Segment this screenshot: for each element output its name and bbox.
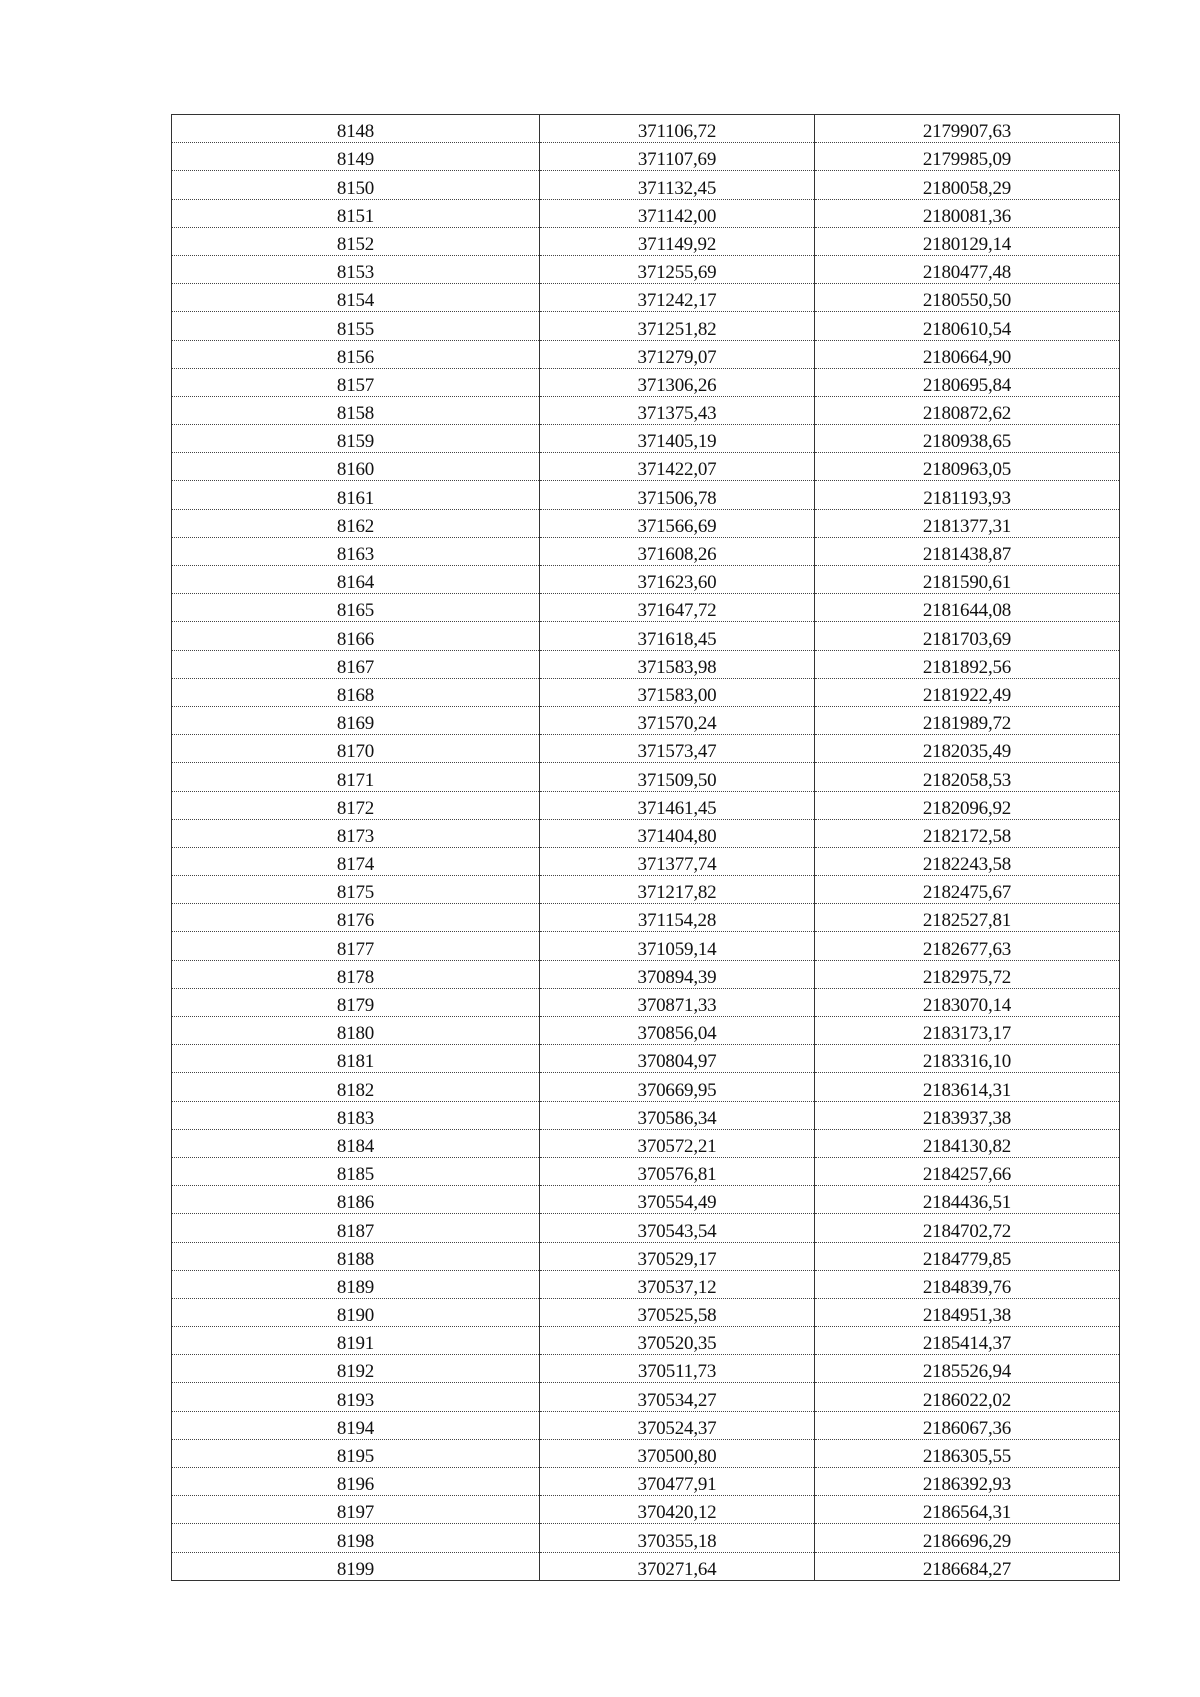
y-coordinate-cell: 2180664,90 <box>815 340 1120 368</box>
x-coordinate-cell: 371404,80 <box>540 819 815 847</box>
y-coordinate-cell: 2186696,29 <box>815 1524 1120 1552</box>
y-coordinate-cell: 2182527,81 <box>815 904 1120 932</box>
y-coordinate-cell: 2181438,87 <box>815 537 1120 565</box>
table-row <box>172 481 1120 509</box>
point-number-cell: 8164 <box>172 566 540 594</box>
x-coordinate-cell: 371570,24 <box>540 706 815 734</box>
table-row <box>172 819 1120 847</box>
table-row <box>172 1157 1120 1185</box>
point-number-cell: 8170 <box>172 735 540 763</box>
point-number-cell: 8194 <box>172 1411 540 1439</box>
x-coordinate-cell: 370894,39 <box>540 960 815 988</box>
y-coordinate-cell: 2182096,92 <box>815 791 1120 819</box>
point-number-cell: 8166 <box>172 622 540 650</box>
x-coordinate-cell: 371623,60 <box>540 566 815 594</box>
x-coordinate-cell: 370271,64 <box>540 1552 815 1580</box>
y-coordinate-cell: 2184779,85 <box>815 1242 1120 1270</box>
point-number-cell: 8198 <box>172 1524 540 1552</box>
table-row <box>172 1355 1120 1383</box>
table-row <box>172 791 1120 819</box>
table-row <box>172 622 1120 650</box>
x-coordinate-cell: 371106,72 <box>540 115 815 143</box>
table-row <box>172 537 1120 565</box>
point-number-cell: 8187 <box>172 1214 540 1242</box>
point-number-cell: 8149 <box>172 143 540 171</box>
table-row <box>172 1214 1120 1242</box>
point-number-cell: 8191 <box>172 1327 540 1355</box>
x-coordinate-cell: 371608,26 <box>540 537 815 565</box>
x-coordinate-cell: 371279,07 <box>540 340 815 368</box>
x-coordinate-cell: 371405,19 <box>540 425 815 453</box>
table-row <box>172 706 1120 734</box>
point-number-cell: 8171 <box>172 763 540 791</box>
y-coordinate-cell: 2182475,67 <box>815 876 1120 904</box>
point-number-cell: 8158 <box>172 396 540 424</box>
x-coordinate-cell: 371618,45 <box>540 622 815 650</box>
x-coordinate-cell: 370871,33 <box>540 988 815 1016</box>
y-coordinate-cell: 2185526,94 <box>815 1355 1120 1383</box>
table-row <box>172 1298 1120 1326</box>
table-row <box>172 368 1120 396</box>
point-number-cell: 8155 <box>172 312 540 340</box>
y-coordinate-cell: 2180963,05 <box>815 453 1120 481</box>
y-coordinate-cell: 2184257,66 <box>815 1157 1120 1185</box>
y-coordinate-cell: 2179907,63 <box>815 115 1120 143</box>
point-number-cell: 8168 <box>172 678 540 706</box>
table-row <box>172 594 1120 622</box>
y-coordinate-cell: 2186564,31 <box>815 1496 1120 1524</box>
x-coordinate-cell: 371059,14 <box>540 932 815 960</box>
table-row <box>172 1552 1120 1580</box>
x-coordinate-cell: 370529,17 <box>540 1242 815 1270</box>
point-number-cell: 8186 <box>172 1186 540 1214</box>
y-coordinate-cell: 2184951,38 <box>815 1298 1120 1326</box>
y-coordinate-cell: 2180550,50 <box>815 284 1120 312</box>
table-row <box>172 1017 1120 1045</box>
x-coordinate-cell: 371251,82 <box>540 312 815 340</box>
point-number-cell: 8154 <box>172 284 540 312</box>
table-row <box>172 1129 1120 1157</box>
point-number-cell: 8178 <box>172 960 540 988</box>
x-coordinate-cell: 370511,73 <box>540 1355 815 1383</box>
point-number-cell: 8161 <box>172 481 540 509</box>
point-number-cell: 8160 <box>172 453 540 481</box>
y-coordinate-cell: 2181590,61 <box>815 566 1120 594</box>
x-coordinate-cell: 371242,17 <box>540 284 815 312</box>
point-number-cell: 8180 <box>172 1017 540 1045</box>
point-number-cell: 8156 <box>172 340 540 368</box>
table-row <box>172 735 1120 763</box>
y-coordinate-cell: 2182172,58 <box>815 819 1120 847</box>
table-row <box>172 1524 1120 1552</box>
x-coordinate-cell: 370586,34 <box>540 1101 815 1129</box>
x-coordinate-cell: 371142,00 <box>540 199 815 227</box>
point-number-cell: 8172 <box>172 791 540 819</box>
y-coordinate-cell: 2186392,93 <box>815 1468 1120 1496</box>
x-coordinate-cell: 370576,81 <box>540 1157 815 1185</box>
x-coordinate-cell: 370856,04 <box>540 1017 815 1045</box>
y-coordinate-cell: 2182677,63 <box>815 932 1120 960</box>
point-number-cell: 8183 <box>172 1101 540 1129</box>
table-row <box>172 171 1120 199</box>
y-coordinate-cell: 2184436,51 <box>815 1186 1120 1214</box>
point-number-cell: 8182 <box>172 1073 540 1101</box>
point-number-cell: 8174 <box>172 847 540 875</box>
table-row <box>172 932 1120 960</box>
y-coordinate-cell: 2181892,56 <box>815 650 1120 678</box>
y-coordinate-cell: 2181922,49 <box>815 678 1120 706</box>
x-coordinate-cell: 370500,80 <box>540 1439 815 1467</box>
point-number-cell: 8195 <box>172 1439 540 1467</box>
y-coordinate-cell: 2179985,09 <box>815 143 1120 171</box>
table-row <box>172 340 1120 368</box>
table-row <box>172 763 1120 791</box>
x-coordinate-cell: 371422,07 <box>540 453 815 481</box>
table-row <box>172 904 1120 932</box>
x-coordinate-cell: 370524,37 <box>540 1411 815 1439</box>
x-coordinate-cell: 371506,78 <box>540 481 815 509</box>
table-row <box>172 143 1120 171</box>
x-coordinate-cell: 371375,43 <box>540 396 815 424</box>
x-coordinate-cell: 370543,54 <box>540 1214 815 1242</box>
x-coordinate-cell: 370804,97 <box>540 1045 815 1073</box>
table-row <box>172 678 1120 706</box>
point-number-cell: 8181 <box>172 1045 540 1073</box>
y-coordinate-cell: 2186684,27 <box>815 1552 1120 1580</box>
table-row <box>172 425 1120 453</box>
y-coordinate-cell: 2181644,08 <box>815 594 1120 622</box>
table-row <box>172 566 1120 594</box>
point-number-cell: 8196 <box>172 1468 540 1496</box>
x-coordinate-cell: 371132,45 <box>540 171 815 199</box>
x-coordinate-cell: 371573,47 <box>540 735 815 763</box>
y-coordinate-cell: 2180695,84 <box>815 368 1120 396</box>
y-coordinate-cell: 2182058,53 <box>815 763 1120 791</box>
y-coordinate-cell: 2183614,31 <box>815 1073 1120 1101</box>
point-number-cell: 8184 <box>172 1129 540 1157</box>
point-number-cell: 8150 <box>172 171 540 199</box>
table-row <box>172 988 1120 1016</box>
point-number-cell: 8153 <box>172 255 540 283</box>
y-coordinate-cell: 2184839,76 <box>815 1270 1120 1298</box>
point-number-cell: 8157 <box>172 368 540 396</box>
point-number-cell: 8165 <box>172 594 540 622</box>
y-coordinate-cell: 2185414,37 <box>815 1327 1120 1355</box>
x-coordinate-cell: 370554,49 <box>540 1186 815 1214</box>
table-row <box>172 199 1120 227</box>
x-coordinate-cell: 371107,69 <box>540 143 815 171</box>
x-coordinate-cell: 371217,82 <box>540 876 815 904</box>
y-coordinate-cell: 2186022,02 <box>815 1383 1120 1411</box>
y-coordinate-cell: 2181703,69 <box>815 622 1120 650</box>
x-coordinate-cell: 371583,98 <box>540 650 815 678</box>
table-row <box>172 312 1120 340</box>
x-coordinate-cell: 370534,27 <box>540 1383 815 1411</box>
y-coordinate-cell: 2180058,29 <box>815 171 1120 199</box>
point-number-cell: 8151 <box>172 199 540 227</box>
y-coordinate-cell: 2180938,65 <box>815 425 1120 453</box>
point-number-cell: 8197 <box>172 1496 540 1524</box>
table-row <box>172 1101 1120 1129</box>
table-row <box>172 227 1120 255</box>
table-row <box>172 1045 1120 1073</box>
table-row <box>172 453 1120 481</box>
table-row <box>172 650 1120 678</box>
coordinates-table-body <box>172 115 1120 1581</box>
y-coordinate-cell: 2184702,72 <box>815 1214 1120 1242</box>
y-coordinate-cell: 2180477,48 <box>815 255 1120 283</box>
table-row <box>172 255 1120 283</box>
coordinates-table <box>171 114 1120 1581</box>
y-coordinate-cell: 2182035,49 <box>815 735 1120 763</box>
point-number-cell: 8179 <box>172 988 540 1016</box>
x-coordinate-cell: 370525,58 <box>540 1298 815 1326</box>
x-coordinate-cell: 371461,45 <box>540 791 815 819</box>
table-row <box>172 1073 1120 1101</box>
point-number-cell: 8163 <box>172 537 540 565</box>
y-coordinate-cell: 2183316,10 <box>815 1045 1120 1073</box>
table-row <box>172 1411 1120 1439</box>
x-coordinate-cell: 371583,00 <box>540 678 815 706</box>
table-row <box>172 1496 1120 1524</box>
x-coordinate-cell: 371149,92 <box>540 227 815 255</box>
table-row <box>172 1468 1120 1496</box>
table-row <box>172 1383 1120 1411</box>
y-coordinate-cell: 2180610,54 <box>815 312 1120 340</box>
table-row <box>172 1327 1120 1355</box>
y-coordinate-cell: 2180872,62 <box>815 396 1120 424</box>
point-number-cell: 8177 <box>172 932 540 960</box>
x-coordinate-cell: 371377,74 <box>540 847 815 875</box>
x-coordinate-cell: 371566,69 <box>540 509 815 537</box>
table-row <box>172 847 1120 875</box>
y-coordinate-cell: 2183070,14 <box>815 988 1120 1016</box>
table-row <box>172 1242 1120 1270</box>
y-coordinate-cell: 2186067,36 <box>815 1411 1120 1439</box>
point-number-cell: 8167 <box>172 650 540 678</box>
table-row <box>172 284 1120 312</box>
x-coordinate-cell: 370669,95 <box>540 1073 815 1101</box>
y-coordinate-cell: 2182975,72 <box>815 960 1120 988</box>
point-number-cell: 8193 <box>172 1383 540 1411</box>
x-coordinate-cell: 370477,91 <box>540 1468 815 1496</box>
y-coordinate-cell: 2183937,38 <box>815 1101 1120 1129</box>
table-row <box>172 876 1120 904</box>
point-number-cell: 8190 <box>172 1298 540 1326</box>
y-coordinate-cell: 2183173,17 <box>815 1017 1120 1045</box>
x-coordinate-cell: 371255,69 <box>540 255 815 283</box>
point-number-cell: 8159 <box>172 425 540 453</box>
x-coordinate-cell: 370520,35 <box>540 1327 815 1355</box>
x-coordinate-cell: 370537,12 <box>540 1270 815 1298</box>
point-number-cell: 8192 <box>172 1355 540 1383</box>
x-coordinate-cell: 371647,72 <box>540 594 815 622</box>
table-row <box>172 1439 1120 1467</box>
x-coordinate-cell: 370572,21 <box>540 1129 815 1157</box>
y-coordinate-cell: 2184130,82 <box>815 1129 1120 1157</box>
point-number-cell: 8189 <box>172 1270 540 1298</box>
point-number-cell: 8176 <box>172 904 540 932</box>
point-number-cell: 8199 <box>172 1552 540 1580</box>
y-coordinate-cell: 2181193,93 <box>815 481 1120 509</box>
point-number-cell: 8148 <box>172 115 540 143</box>
point-number-cell: 8162 <box>172 509 540 537</box>
y-coordinate-cell: 2181377,31 <box>815 509 1120 537</box>
y-coordinate-cell: 2180129,14 <box>815 227 1120 255</box>
point-number-cell: 8152 <box>172 227 540 255</box>
table-row <box>172 960 1120 988</box>
y-coordinate-cell: 2182243,58 <box>815 847 1120 875</box>
point-number-cell: 8173 <box>172 819 540 847</box>
table-row <box>172 1186 1120 1214</box>
y-coordinate-cell: 2186305,55 <box>815 1439 1120 1467</box>
x-coordinate-cell: 371306,26 <box>540 368 815 396</box>
x-coordinate-cell: 371509,50 <box>540 763 815 791</box>
y-coordinate-cell: 2180081,36 <box>815 199 1120 227</box>
x-coordinate-cell: 370355,18 <box>540 1524 815 1552</box>
point-number-cell: 8185 <box>172 1157 540 1185</box>
point-number-cell: 8169 <box>172 706 540 734</box>
table-row <box>172 396 1120 424</box>
table-row <box>172 509 1120 537</box>
table-row <box>172 1270 1120 1298</box>
table-row <box>172 115 1120 143</box>
point-number-cell: 8175 <box>172 876 540 904</box>
x-coordinate-cell: 371154,28 <box>540 904 815 932</box>
y-coordinate-cell: 2181989,72 <box>815 706 1120 734</box>
x-coordinate-cell: 370420,12 <box>540 1496 815 1524</box>
point-number-cell: 8188 <box>172 1242 540 1270</box>
